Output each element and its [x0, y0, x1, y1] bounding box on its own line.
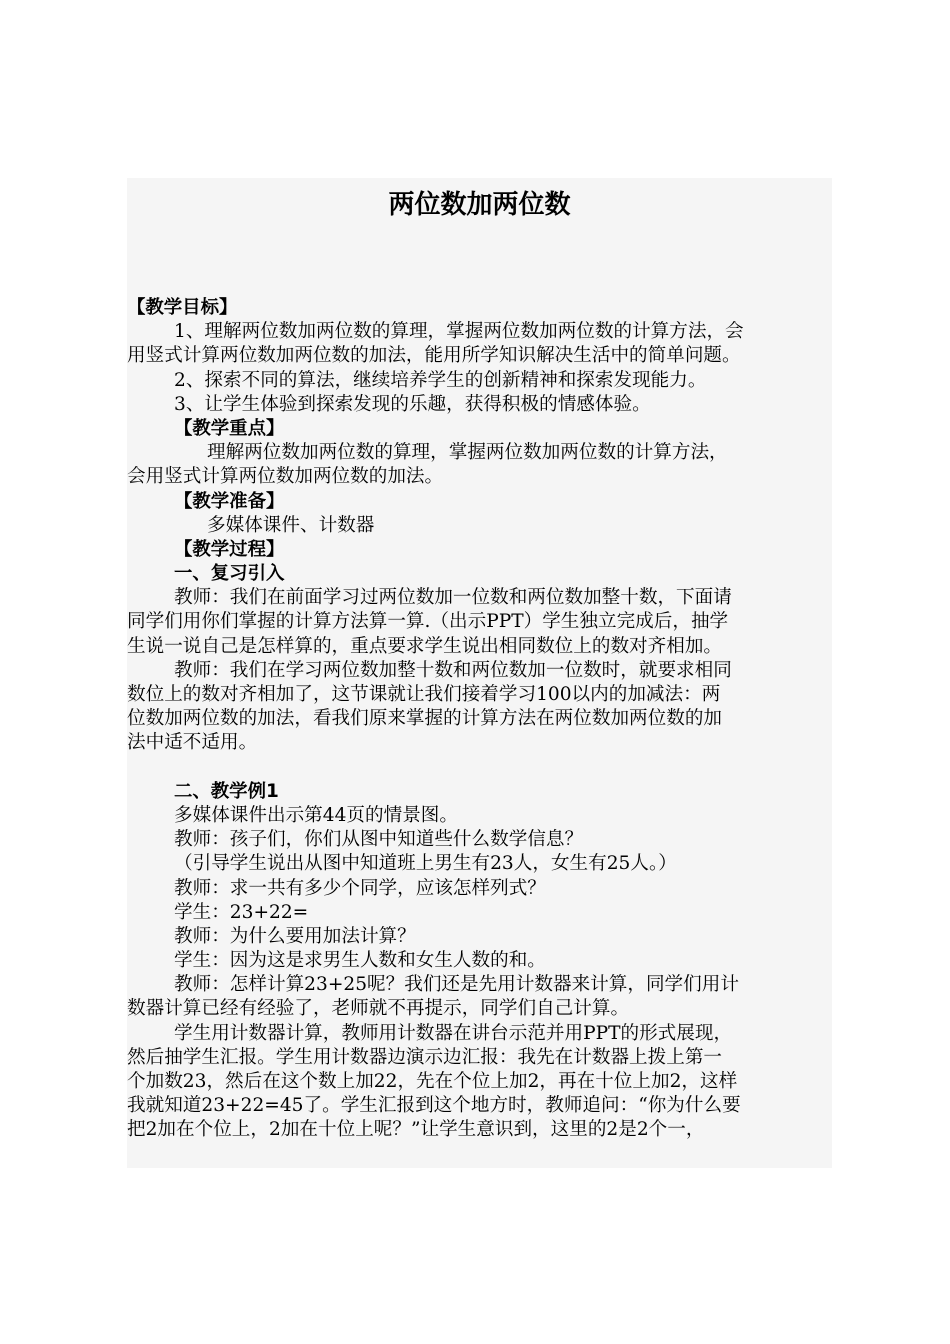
paragraph-line: 教师：求一共有多少个同学，应该怎样列式？ — [174, 877, 546, 899]
section-heading: 【教学过程】 — [174, 538, 285, 560]
document-body — [127, 296, 832, 1143]
paragraph-line: 学生：23+22= — [174, 901, 309, 923]
paragraph-line: 学生用计数器计算，教师用计数器在讲台示范并用PPT的形式展现， — [174, 1022, 733, 1044]
paragraph-line: 多媒体课件出示第44页的情景图。 — [174, 804, 458, 826]
section-heading: 【教学重点】 — [174, 417, 285, 439]
paragraph-line: 然后抽学生汇报。学生用计数器边演示边汇报：我先在计数器上拨上第一 — [127, 1046, 723, 1068]
paragraph-line: 教师：我们在学习两位数加整十数和两位数加一位数时，就要求相同 — [174, 659, 732, 681]
document-title: 两位数加两位数 — [388, 190, 571, 220]
blank-line — [127, 756, 832, 780]
section-heading: 【教学准备】 — [174, 490, 285, 512]
paragraph-line: 位数加两位数的加法，看我们原来掌握的计算方法在两位数加两位数的加 — [127, 708, 723, 730]
paragraph-line: 理解两位数加两位数的算理，掌握两位数加两位数的计算方法， — [207, 442, 728, 464]
document-page — [127, 178, 832, 1168]
paragraph-line: 法中适不适用。 — [127, 732, 258, 754]
paragraph-line: 生说一说自己是怎样算的，重点要求学生说出相同数位上的数对齐相加。 — [127, 635, 723, 657]
paragraph-line: 用竖式计算两位数加两位数的加法，能用所学知识解决生活中的简单问题。 — [127, 345, 741, 367]
paragraph-line: 教师：孩子们，你们从图中知道些什么数学信息？ — [174, 829, 584, 851]
paragraph-line: 教师：我们在前面学习过两位数加一位数和两位数加整十数，下面请 — [174, 587, 732, 609]
paragraph-line: 同学们用你们掌握的计算方法算一算.（出示PPT）学生独立完成后，抽学 — [127, 611, 729, 633]
paragraph-line: 教师：怎样计算23+25呢？我们还是先用计数器来计算，同学们用计 — [174, 974, 739, 996]
paragraph-line: 个加数23，然后在这个数上加22，先在个位上加2，再在十位上加2，这样 — [127, 1071, 738, 1092]
paragraph-line: 教师：为什么要用加法计算？ — [174, 925, 416, 947]
paragraph-line: 2、探索不同的算法，继续培养学生的创新精神和探索发现能力。 — [174, 369, 707, 391]
paragraph-line: 3、让学生体验到探索发现的乐趣，获得积极的情感体验。 — [174, 393, 651, 415]
section-heading: 一、复习引入 — [174, 563, 285, 585]
paragraph-line: 把2加在个位上，2加在十位上呢？”让学生意识到，这里的2是2个一， — [127, 1119, 705, 1141]
paragraph-line: 1、理解两位数加两位数的算理，掌握两位数加两位数的计算方法，会 — [174, 321, 744, 343]
paragraph-line: 学生：因为这是求男生人数和女生人数的和。 — [174, 950, 546, 972]
paragraph-line: 会用竖式计算两位数加两位数的加法。 — [127, 466, 444, 488]
paragraph-line: 数位上的数对齐相加了，这节课就让我们接着学习100以内的加减法：两 — [127, 684, 721, 705]
paragraph-line: （引导学生说出从图中知道班上男生有23人，女生有25人。） — [174, 853, 677, 875]
paragraph-line: 多媒体课件、计数器 — [207, 514, 375, 536]
paragraph-line: 数器计算已经有经验了，老师就不再提示，同学们自己计算。 — [127, 998, 630, 1020]
paragraph-line: 我就知道23+22=45了。学生汇报到这个地方时，教师追问：“你为什么要 — [127, 1095, 741, 1117]
section-heading: 二、教学例1 — [174, 780, 279, 802]
section-heading: 【教学目标】 — [127, 297, 238, 318]
